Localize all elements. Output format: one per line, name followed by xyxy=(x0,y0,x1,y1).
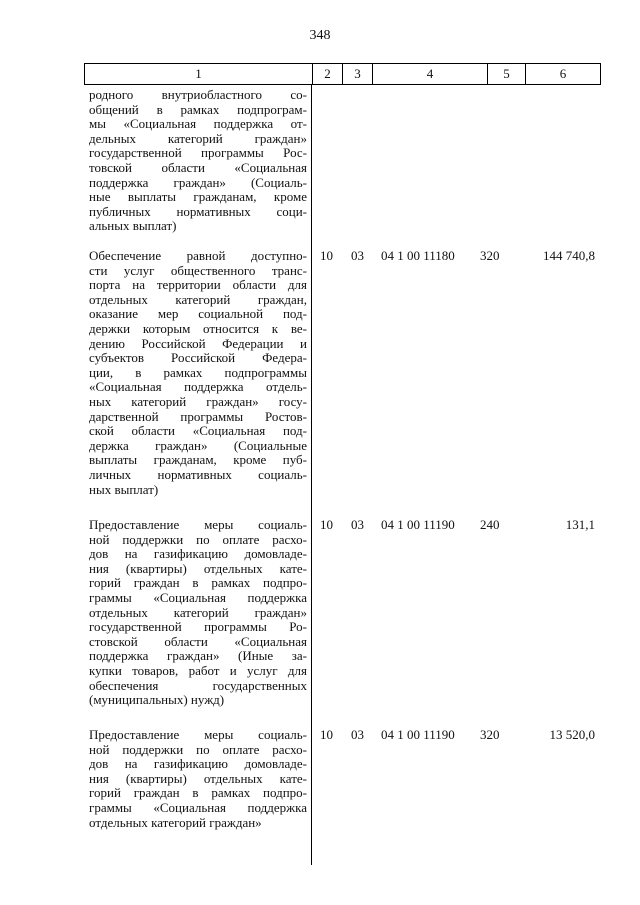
description-line: стовской области «Социальная xyxy=(89,633,307,649)
description-line: отдельных категорий граждан, xyxy=(89,291,307,307)
description-line: государственной программы Ро- xyxy=(89,619,307,635)
header-col-4: 4 xyxy=(372,64,487,84)
description-line: граммы «Социальная поддержка xyxy=(89,799,307,815)
description-line: держка граждан» (Социальные xyxy=(89,437,307,453)
header-col-5: 5 xyxy=(487,64,525,84)
description-line: ции, в рамках подпрограммы xyxy=(89,364,307,380)
header-col-2: 2 xyxy=(312,64,342,84)
row-target-code: 04 1 00 11180 xyxy=(381,248,455,263)
description-line: ной поддержки по оплате расхо- xyxy=(89,741,307,757)
row-description xyxy=(89,518,307,708)
description-line: дению Российской Федерации и xyxy=(89,335,307,351)
row-subsection: 03 xyxy=(351,517,364,532)
row-expense-type: 240 xyxy=(480,517,500,532)
row-section: 10 xyxy=(320,517,333,532)
description-line: отдельных категорий граждан» xyxy=(89,604,307,620)
description-line: отдельных категорий граждан» xyxy=(89,814,262,830)
description-line: держки которым относится к ве- xyxy=(89,320,307,336)
row-subsection: 03 xyxy=(351,248,364,263)
description-line: «Социальная поддержка отдель- xyxy=(89,379,307,395)
description-line: оказание мер социальной под- xyxy=(89,306,307,322)
description-line: ния (квартиры) отдельных кате- xyxy=(89,770,307,786)
row-description xyxy=(89,249,307,497)
description-line: Предоставление меры социаль- xyxy=(89,517,307,532)
header-col-1: 1 xyxy=(195,66,202,81)
row-description xyxy=(89,88,307,234)
description-line: порта на территории области для xyxy=(89,277,307,293)
description-line: родного внутриобластного со- xyxy=(89,87,307,102)
row-description xyxy=(89,728,307,830)
description-line: поддержка граждан» (Иные за- xyxy=(89,648,307,664)
description-line: ной поддержки по оплате расхо- xyxy=(89,531,307,547)
table-header xyxy=(84,63,601,85)
row-subsection: 03 xyxy=(351,727,364,742)
description-line: публичных нормативных соци- xyxy=(89,203,307,219)
header-col-3: 3 xyxy=(342,64,372,84)
description-line: дельных категорий граждан» xyxy=(89,130,307,146)
description-line: Обеспечение равной доступно- xyxy=(89,248,307,263)
description-line: горий граждан в рамках подпро- xyxy=(89,575,307,591)
description-line: альных выплат) xyxy=(89,218,177,234)
table-right-border xyxy=(311,85,312,865)
description-line: товской области «Социальная xyxy=(89,159,307,175)
description-line: (муниципальных) нужд) xyxy=(89,692,225,708)
description-line: дов на газификацию домовладе- xyxy=(89,756,307,772)
description-line: Предоставление меры социаль- xyxy=(89,727,307,742)
description-line: мы «Социальная поддержка от- xyxy=(89,116,307,132)
header-col-6: 6 xyxy=(525,64,600,84)
row-expense-type: 320 xyxy=(480,248,500,263)
description-line: субъектов Российской Федера- xyxy=(89,350,307,366)
description-line: поддержка граждан» (Социаль- xyxy=(89,174,307,190)
description-line: ных категорий граждан» госу- xyxy=(89,393,307,409)
row-amount: 144 740,8 xyxy=(543,248,595,263)
row-target-code: 04 1 00 11190 xyxy=(381,727,455,742)
description-line: дарственной программы Ростов- xyxy=(89,408,307,424)
description-line: ния (квартиры) отдельных кате- xyxy=(89,560,307,576)
row-section: 10 xyxy=(320,727,333,742)
description-line: граммы «Социальная поддержка xyxy=(89,589,307,605)
description-line: выплаты гражданам, кроме пуб- xyxy=(89,452,307,468)
description-line: личных нормативных социаль- xyxy=(89,466,307,482)
row-target-code: 04 1 00 11190 xyxy=(381,517,455,532)
page-number: 348 xyxy=(309,28,331,43)
row-amount: 131,1 xyxy=(565,517,595,532)
row-section: 10 xyxy=(320,248,333,263)
description-line: дов на газификацию домовладе- xyxy=(89,546,307,562)
description-line: обеспечения государственных xyxy=(89,677,307,693)
description-line: общений в рамках подпрограм- xyxy=(89,101,307,117)
row-amount: 13 520,0 xyxy=(549,727,595,742)
description-line: горий граждан в рамках подпро- xyxy=(89,785,307,801)
description-line: государственной программы Рос- xyxy=(89,145,307,161)
description-line: ской области «Социальная под- xyxy=(89,423,307,439)
description-line: ных выплат) xyxy=(89,481,159,497)
description-line: сти услуг общественного транс- xyxy=(89,262,307,278)
description-line: купки товаров, работ и услуг для xyxy=(89,662,307,678)
row-expense-type: 320 xyxy=(480,727,500,742)
description-line: ные выплаты гражданам, кроме xyxy=(89,189,307,205)
